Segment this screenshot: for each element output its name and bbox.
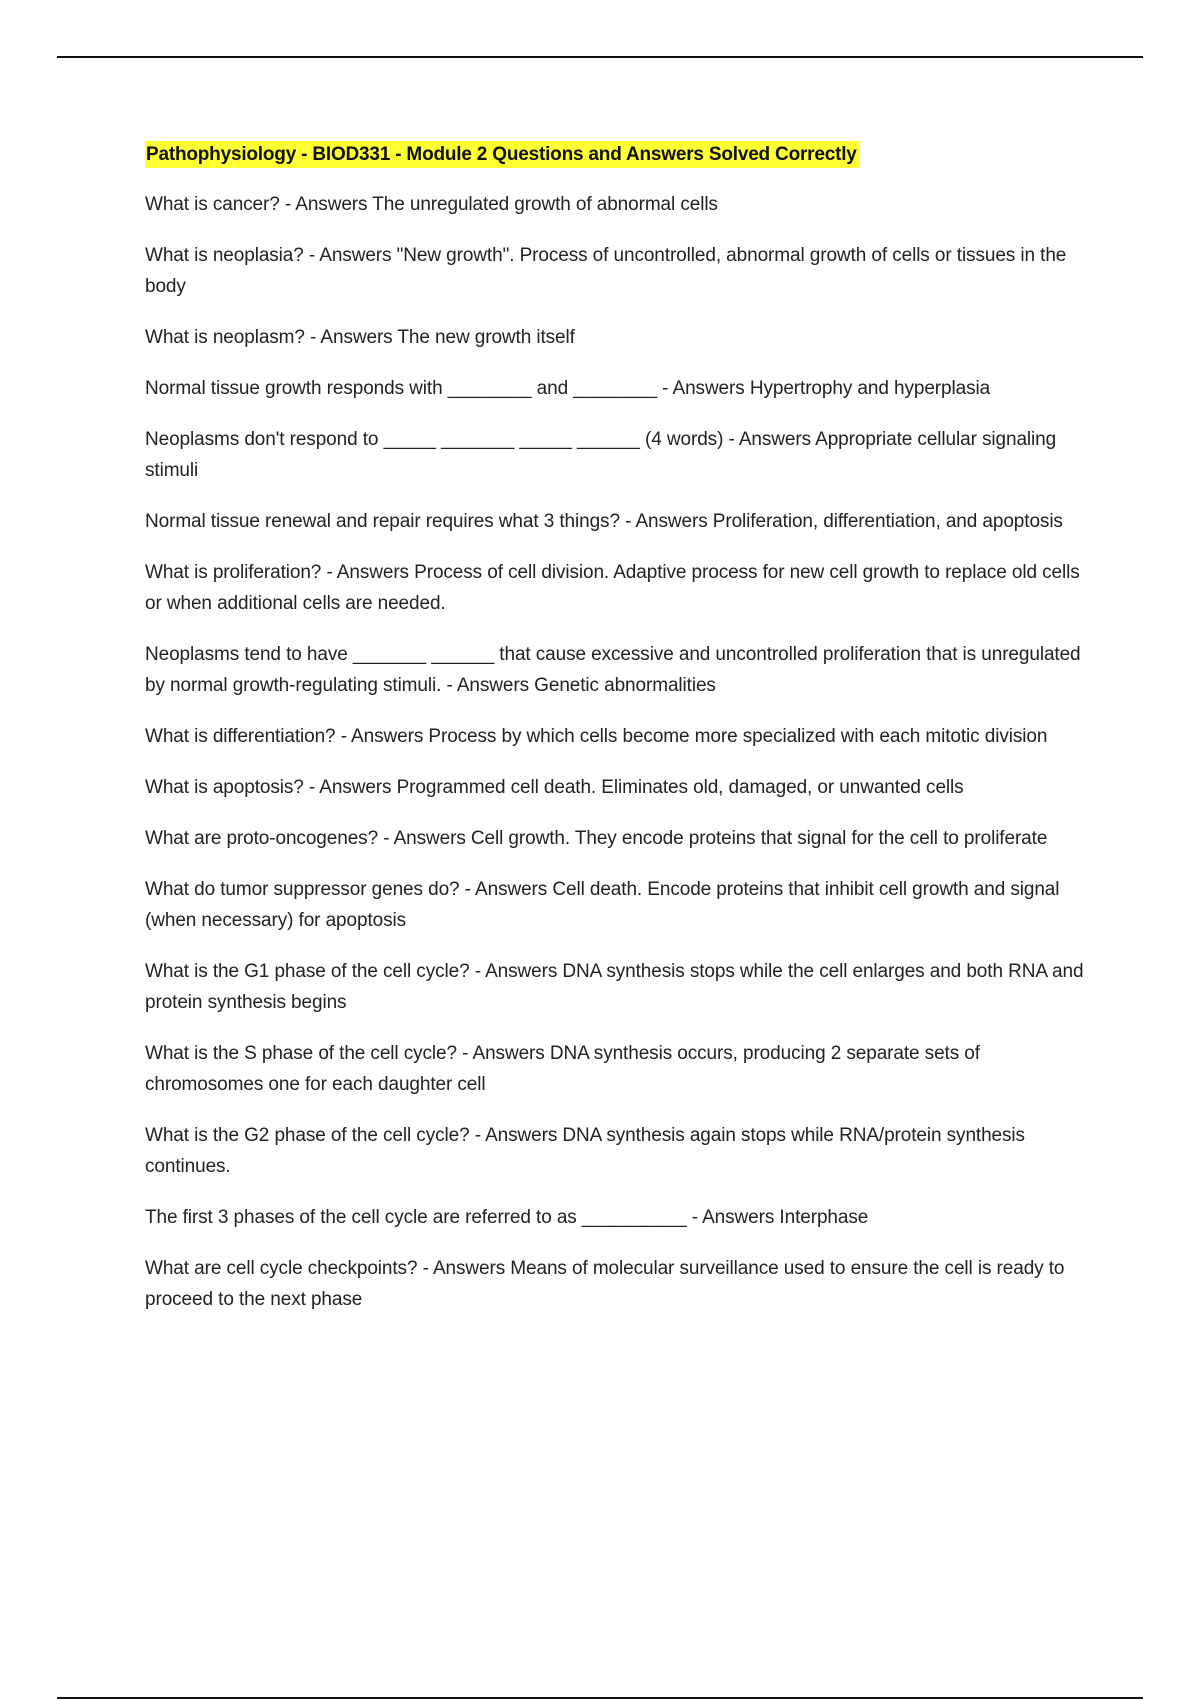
qa-item: Normal tissue renewal and repair requires what 3 things? - Answers Proliferation, differentiation, and apoptosis: [145, 511, 1063, 532]
qa-item: What are proto-oncogenes? - Answers Cell growth. They encode proteins that signal for the cell to proliferate: [145, 828, 1048, 849]
qa-item: What is differentiation? - Answers Process by which cells become more specialized with each mitotic division: [145, 726, 1048, 747]
qa-item: What is the G2 phase of the cell cycle? - Answers DNA synthesis again stops while RNA/protein synthesis continues.: [145, 1125, 1025, 1177]
document-title: Pathophysiology - BIOD331 - Module 2 Questions and Answers Solved Correctly: [145, 141, 859, 168]
qa-item: What is proliferation? - Answers Process of cell division. Adaptive process for new cell growth to replace old cells or when additional cells are needed.: [145, 562, 1080, 614]
qa-item: The first 3 phases of the cell cycle are referred to as __________ - Answers Interphase: [145, 1207, 869, 1228]
qa-item: What is apoptosis? - Answers Programmed cell death. Eliminates old, damaged, or unwanted cells: [145, 777, 964, 798]
qa-item: Normal tissue growth responds with ________ and ________ - Answers Hypertrophy and hyperplasia: [145, 378, 991, 399]
qa-item: What is cancer? - Answers The unregulated growth of abnormal cells: [145, 194, 718, 215]
qa-item: What is the S phase of the cell cycle? - Answers DNA synthesis occurs, producing 2 separate sets of chromosomes one for each daughter cell: [145, 1043, 980, 1095]
qa-item: What is the G1 phase of the cell cycle? - Answers DNA synthesis stops while the cell enlarges and both RNA and protein synthesis begins: [145, 961, 1084, 1013]
qa-item: What do tumor suppressor genes do? - Answers Cell death. Encode proteins that inhibit cell growth and signal (when necessary) for apoptosis: [145, 879, 1060, 931]
document-body: [145, 141, 1090, 1335]
qa-item: Neoplasms tend to have _______ ______ that cause excessive and uncontrolled proliferation that is unregulated by normal growth-regulating stimuli. - Answers Genetic abnormalities: [145, 644, 1081, 696]
qa-item: What is neoplasm? - Answers The new growth itself: [145, 327, 575, 348]
header-rule: [57, 56, 1143, 58]
qa-item: What are cell cycle checkpoints? - Answers Means of molecular surveillance used to ensure the cell is ready to proceed to the next phase: [145, 1258, 1065, 1310]
qa-item: What is neoplasia? - Answers "New growth". Process of uncontrolled, abnormal growth of cells or tissues in the body: [145, 245, 1067, 297]
footer-rule: [57, 1697, 1143, 1699]
qa-item: Neoplasms don't respond to _____ _______ _____ ______ (4 words) - Answers Appropriate cellular signaling stimuli: [145, 429, 1057, 481]
